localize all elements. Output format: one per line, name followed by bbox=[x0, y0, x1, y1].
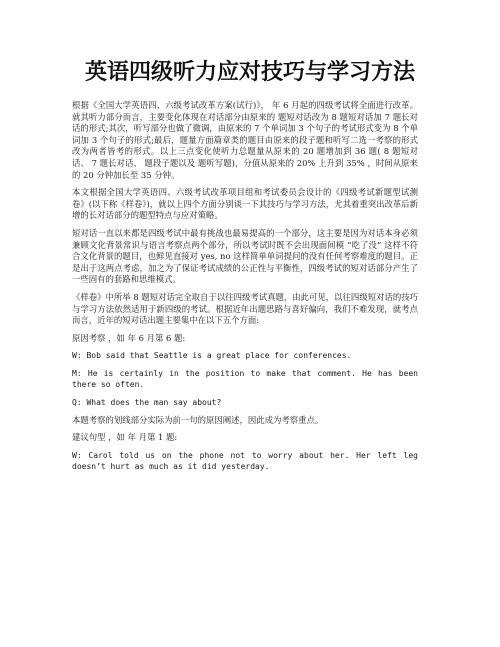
dialogue-line-q1: Q: What does the man say about? bbox=[72, 398, 222, 408]
paragraph-reason-explanation: 本题考察的划线部分实际为前一句的原因阐述，因此成为考察重点。 bbox=[72, 414, 324, 425]
paragraph-intro: 根据《全国大学英语四、六级考试改革方案(试行)》， 年 6 月起的四级考试将全面进行改革。就其听力部分而言，主要变化体现在对话部分由原来的 题短对话改为 8 题短对话加 7 题长对话的形式;其次，听写部分也做了微调，由原来的 7 个单词加 3 个句子的考试形式变为 8 个单词加 3 个句子的形式;最后，题量方面篇章类的题目由原来的段子题和听写二选一考察的形式改为两者皆考的形式。以上三点变化使听力总题量从原来的 20 题增加到 36 题( 8 题短对话、 7 题长对话、 题段子题以及 题听写题)，分值从原来的 20% 上升到 35% ，时间从原来的 20 分钟加长至 35 分钟。 bbox=[72, 100, 418, 180]
paragraph-suggestion-heading: 建议句型 ，如 年 月第 1 题: bbox=[72, 432, 178, 443]
dialogue-line-m1: M: He is certainly in the position to make that comment. He has been there so often. bbox=[72, 368, 418, 390]
paragraph-sample-test: 《样卷》中所举 8 题短对话完全取自于以往四级考试真题，由此可见，以往四级短对话的技巧与学习方法依然适用于新四级的考试。根据近年出题思路与喜好偏向，我们不难发现，就考点而言，近年的短对话出题主要集中在以下五个方面: bbox=[72, 291, 418, 326]
dialogue-line-w1: W: Bob said that Seattle is a great place for conferences. bbox=[72, 351, 352, 361]
paragraph-purpose: 本文根据全国大学英语四、六级考试改革项目组和考试委员会设计的《四级考试新题型试测卷》(以下称《样卷》)，就以上四个方面分别谈一下其技巧与学习方法，尤其着重突出改革后新增的长对话部分的题型特点与应对策略。 bbox=[72, 187, 418, 221]
document-body bbox=[72, 100, 418, 479]
paragraph-short-dialogue: 短对话一直以来都是四级考试中最有挑战也最易提高的一个部分，这主要是因为对话本身必须兼顾文化背景常识与语言考察点两个部分，所以考试时既不会出现面间模 “吃了没” 这样不符合文化背景的题目，也鲜见直接对 yes, no 这样简单单词提问的没有任何考察难度的题目。正是出于这两点考虑，加之为了保证考试成绩的公正性与平衡性，四级考试的短对话部分产生了一些固有的套路和思维模式。 bbox=[72, 227, 418, 285]
document-title: 英语四级听力应对技巧与学习方法 bbox=[84, 60, 415, 85]
dialogue-line-w2: W: Carol told us on the phone not to worry about her. Her left leg doesn’t hurt as much as it did yesterday. bbox=[72, 450, 418, 472]
paragraph-reason-heading: 原因考察 ，如 年 6 月第 6 题: bbox=[72, 332, 186, 343]
